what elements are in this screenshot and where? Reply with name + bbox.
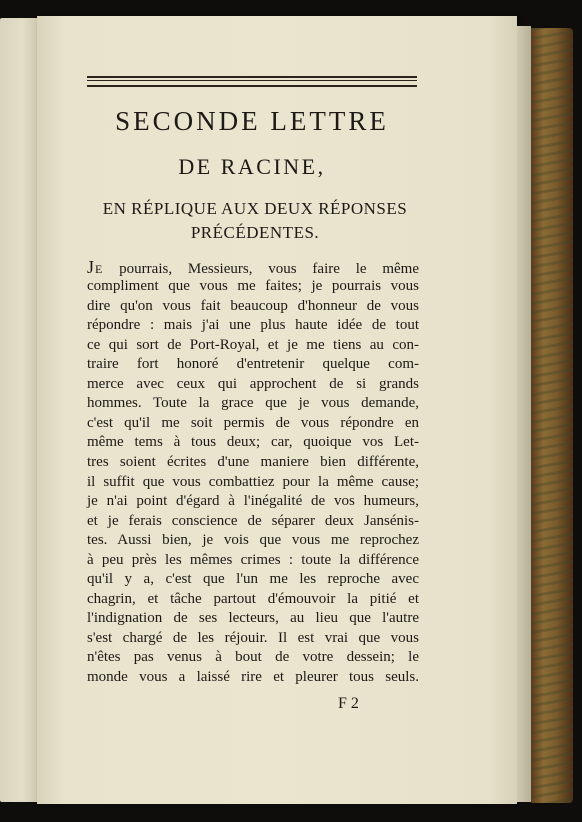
body-line: dire qu'on vous fait beaucoup d'honneur de vous — [87, 297, 419, 314]
first-line-text: pourrais, Messieurs, vous faire le même — [103, 261, 419, 277]
body-line: il suffit que vous combattiez pour la même cause; — [87, 473, 419, 490]
body-line: répondre : mais j'ai une plus haute idée de tout — [87, 317, 419, 334]
body-line: et je ferais conscience de séparer deux Jansénis- — [87, 512, 419, 529]
subtitle-line-1: EN RÉPLIQUE AUX DEUX RÉPONSES — [102, 199, 408, 218]
body-line: je n'ai point d'égard à l'inégalité de vos humeurs, — [87, 493, 419, 510]
book-binding — [531, 28, 573, 803]
body-line: tres soient écrites d'une maniere bien différente, — [87, 453, 419, 470]
body-line: chagrin, et tâche partout d'émouvoir la pitié et — [87, 590, 419, 607]
body-line: hommes. Toute la grace que je vous demande, — [87, 395, 419, 412]
body-line: s'est chargé de les réjouir. Il est vrai que vous — [87, 629, 419, 646]
dropcap-rest: E — [95, 262, 104, 276]
title-line-1: SECONDE LETTRE — [115, 106, 389, 136]
body-line: n'êtes pas venus à bout de votre dessein; le — [87, 649, 419, 666]
body-line: ce qui sort de Port-Royal, et je me tiens au con- — [87, 336, 419, 353]
body-line: traire fort honoré d'entretenir quelque com- — [87, 356, 419, 373]
body-line-first — [87, 258, 419, 279]
body-line: monde vous a laissé rire et pleurer tous seuls. — [87, 669, 419, 685]
body-line: qu'il y a, c'est que l'un me les reproche avec — [87, 571, 419, 588]
header-rule — [87, 76, 417, 87]
body-line: tes. Aussi bien, je vois que vous me reprochez — [87, 532, 419, 549]
title-line-2: DE RACINE, — [178, 154, 326, 179]
body-line: c'est qu'il me soit permis de vous répondre en — [87, 414, 419, 431]
signature-mark: F 2 — [338, 695, 359, 712]
subtitle-line-2: PRÉCÉDENTES. — [190, 223, 320, 242]
body-line: l'indignation de ses lecteurs, au lieu que l'autre — [87, 610, 419, 627]
dropcap: J — [87, 257, 96, 277]
body-line: merce avec ceux qui approchent de si grands — [87, 375, 419, 392]
left-page-edge — [0, 18, 37, 802]
body-line: même tems à tous deux; car, quoique vos Let- — [87, 434, 419, 451]
body-line: à peu près les mêmes crimes : toute la différence — [87, 551, 419, 568]
page-fore-edge — [517, 26, 531, 802]
body-line: compliment que vous me faites; je pourrais vous — [87, 278, 419, 294]
